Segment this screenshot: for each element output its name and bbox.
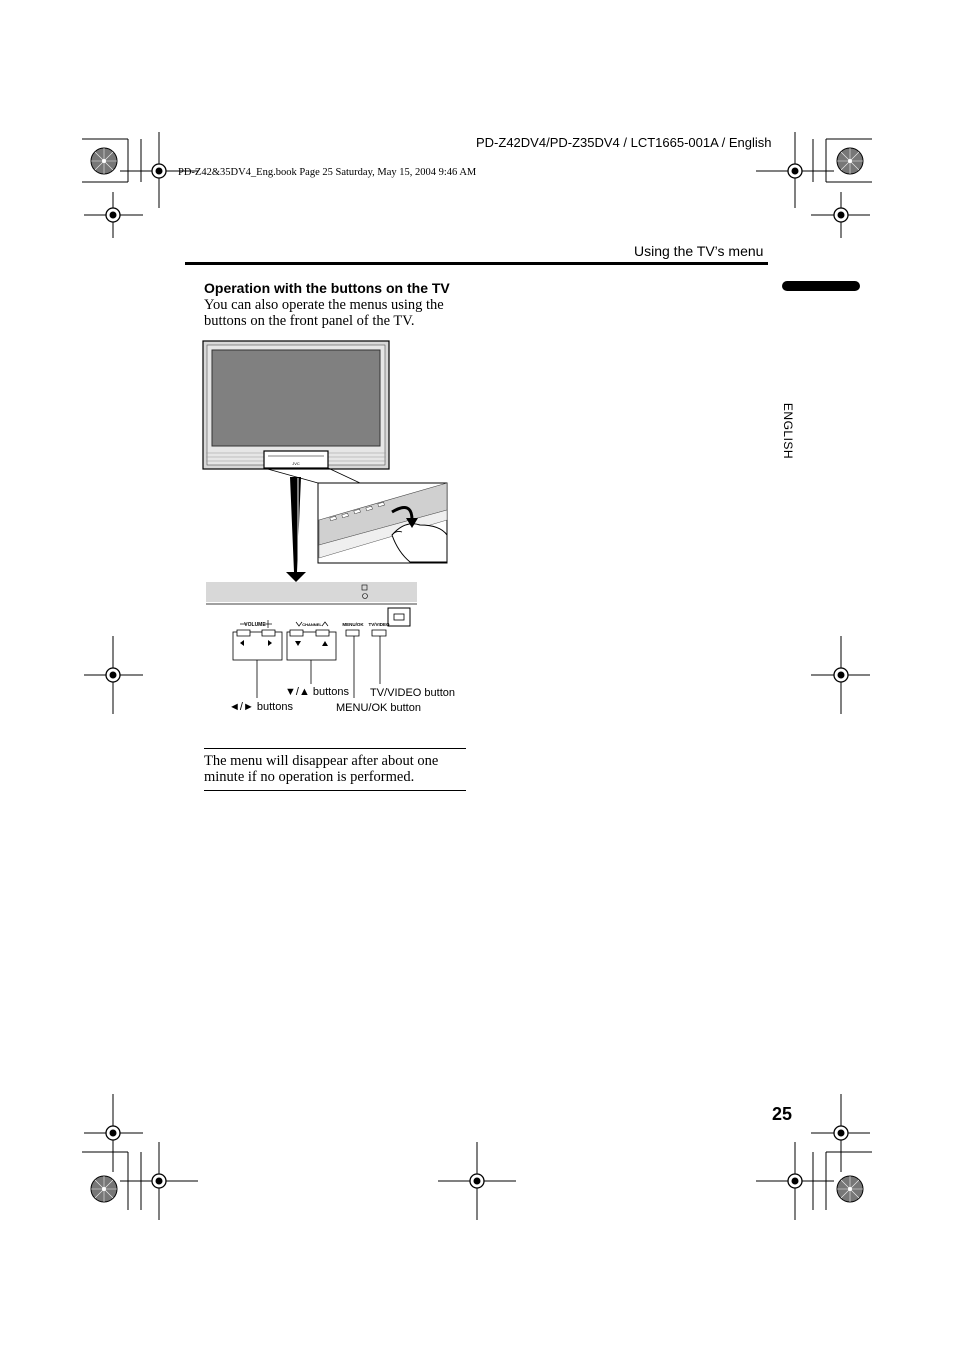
tv-video-panel-label: TV/VIDEO (368, 622, 390, 627)
channel-up-button[interactable] (316, 630, 329, 636)
volume-panel-label: VOLUME (244, 622, 266, 628)
menu-ok-button[interactable] (346, 630, 359, 636)
down-up-buttons-callout: ▼/▲ buttons (285, 686, 349, 698)
tv-video-button[interactable] (372, 630, 386, 636)
section-header: Using the TV’s menu (634, 243, 764, 259)
print-book-line: PD-Z42&35DV4_Eng.book Page 25 Saturday, May 15, 2004 9:46 AM (178, 167, 477, 178)
operation-heading: Operation with the buttons on the TV (204, 280, 450, 296)
channel-panel-label: CHANNEL (302, 622, 322, 627)
print-model-line: PD-Z42DV4/PD-Z35DV4 / LCT1665-001A / English (476, 135, 772, 150)
volume-right-button[interactable] (262, 630, 275, 636)
menu-ok-button-callout: MENU/OK button (336, 702, 421, 714)
operation-body: You can also operate the menus using the buttons on the front panel of the TV. (204, 297, 444, 329)
note-box: The menu will disappear after about one minute if no operation is performed. (204, 748, 466, 791)
tv-brand-logo: JVC (292, 461, 300, 466)
volume-left-button[interactable] (237, 630, 250, 636)
side-language-label: ENGLISH (781, 402, 795, 460)
channel-down-button[interactable] (290, 630, 303, 636)
tv-video-button-callout: TV/VIDEO button (370, 687, 455, 699)
page-number: 25 (772, 1104, 793, 1124)
menu-ok-panel-label: MENU/OK (342, 622, 364, 627)
left-right-buttons-callout: ◄/► buttons (229, 701, 293, 713)
